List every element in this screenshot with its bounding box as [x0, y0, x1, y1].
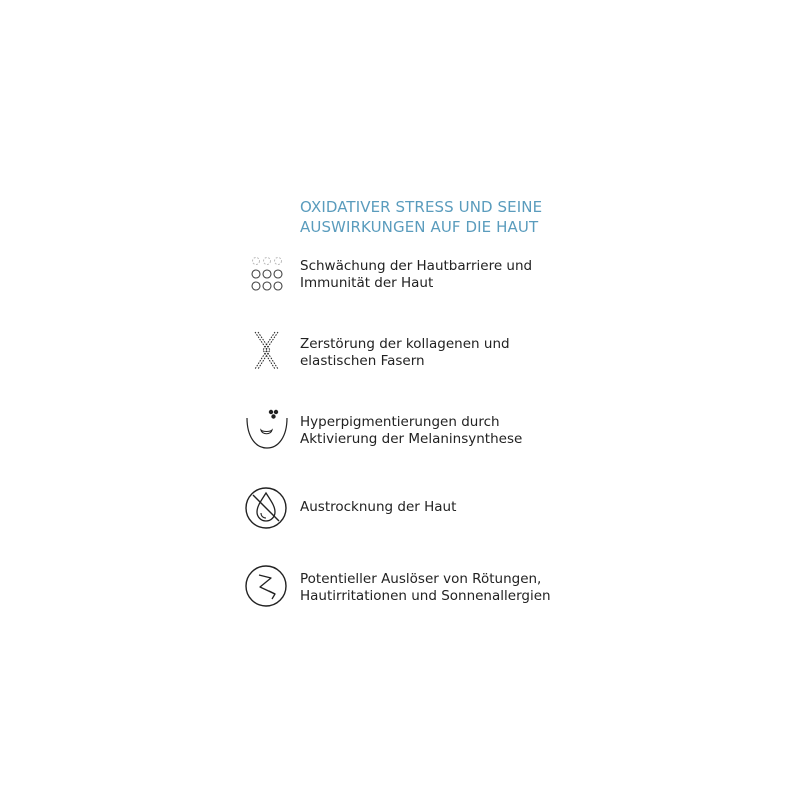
- benefit-item-fibers: [244, 328, 694, 376]
- benefit-text: [300, 414, 522, 448]
- benefit-line-2: Aktivierung der Melaninsynthese: [300, 431, 523, 447]
- benefit-line-1: Austrocknung der Haut: [300, 499, 457, 515]
- benefit-text: [300, 571, 551, 605]
- benefit-text: [300, 258, 532, 292]
- benefit-item-irritation: [244, 563, 694, 611]
- benefit-item-pigment: [244, 404, 694, 452]
- irritation-arrow-icon: [244, 563, 290, 609]
- benefit-text: [300, 336, 510, 370]
- circles-grid-icon: [244, 256, 290, 302]
- benefit-line-2: elastischen Fasern: [300, 353, 425, 369]
- face-pigment-icon: [244, 404, 290, 450]
- benefit-item-dryness: [244, 485, 694, 533]
- heading-line-1: OXIDATIVER STRESS UND SEINE: [300, 198, 543, 216]
- benefit-item-barrier: [244, 256, 694, 304]
- benefit-line-1: Schwächung der Hautbarriere und: [300, 258, 533, 274]
- no-water-drop-icon: [244, 485, 290, 531]
- benefit-line-2: Hautirritationen und Sonnenallergien: [300, 588, 551, 604]
- benefit-line-1: Potentieller Auslöser von Rötungen,: [300, 571, 542, 587]
- benefit-text: [300, 499, 456, 516]
- benefit-line-1: Hyperpigmentierungen durch: [300, 414, 500, 430]
- benefit-line-2: Immunität der Haut: [300, 275, 434, 291]
- benefit-line-1: Zerstörung der kollagenen und: [300, 336, 510, 352]
- broken-fibers-icon: [244, 328, 290, 374]
- heading-line-2: AUSWIRKUNGEN AUF DIE HAUT: [300, 218, 539, 236]
- page-heading: [300, 197, 542, 237]
